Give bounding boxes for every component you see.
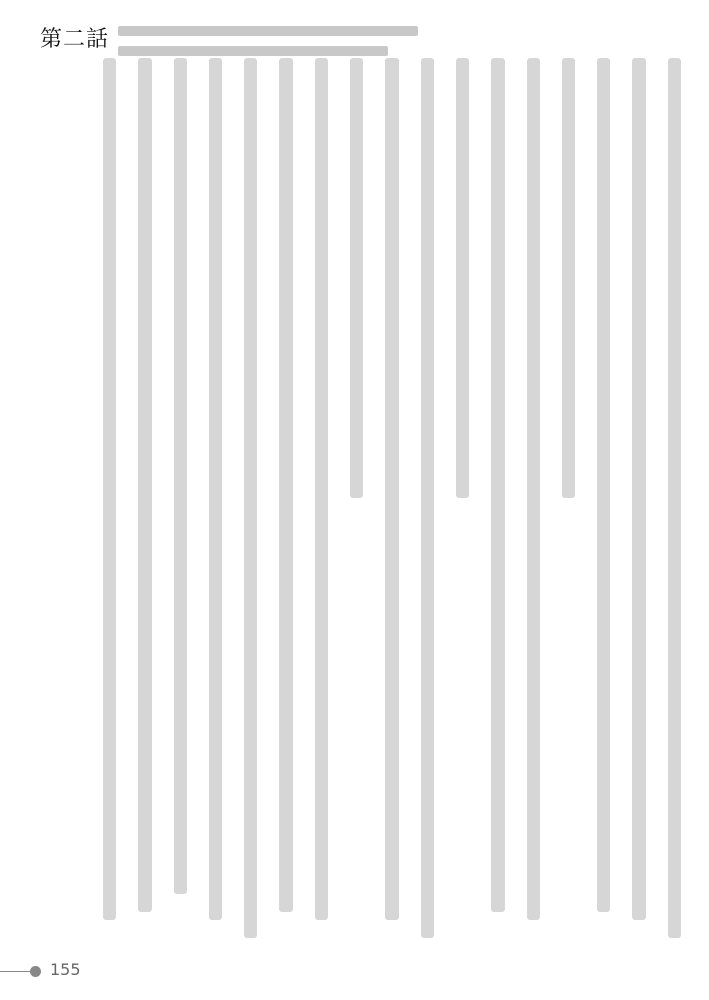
footer-dot-icon xyxy=(30,966,41,977)
text-column xyxy=(244,58,257,938)
text-column xyxy=(632,58,645,920)
text-column xyxy=(350,58,363,498)
text-column xyxy=(138,58,151,912)
text-column xyxy=(456,58,469,498)
text-column xyxy=(491,58,504,912)
text-column xyxy=(385,58,398,920)
chapter-label: 第二話 xyxy=(40,27,110,52)
page-number: 155 xyxy=(50,960,81,979)
subtitle-line xyxy=(118,46,388,56)
text-column xyxy=(597,58,610,912)
text-column xyxy=(527,58,540,920)
text-column xyxy=(562,58,575,498)
footer-rule xyxy=(0,971,30,972)
text-column xyxy=(174,58,187,894)
text-column xyxy=(421,58,434,938)
text-column xyxy=(279,58,292,912)
page-footer xyxy=(0,960,200,980)
text-column xyxy=(209,58,222,920)
text-column xyxy=(315,58,328,920)
body-text-redacted xyxy=(92,58,692,938)
text-column xyxy=(668,58,681,938)
subtitle-line xyxy=(118,26,418,36)
text-column xyxy=(103,58,116,920)
